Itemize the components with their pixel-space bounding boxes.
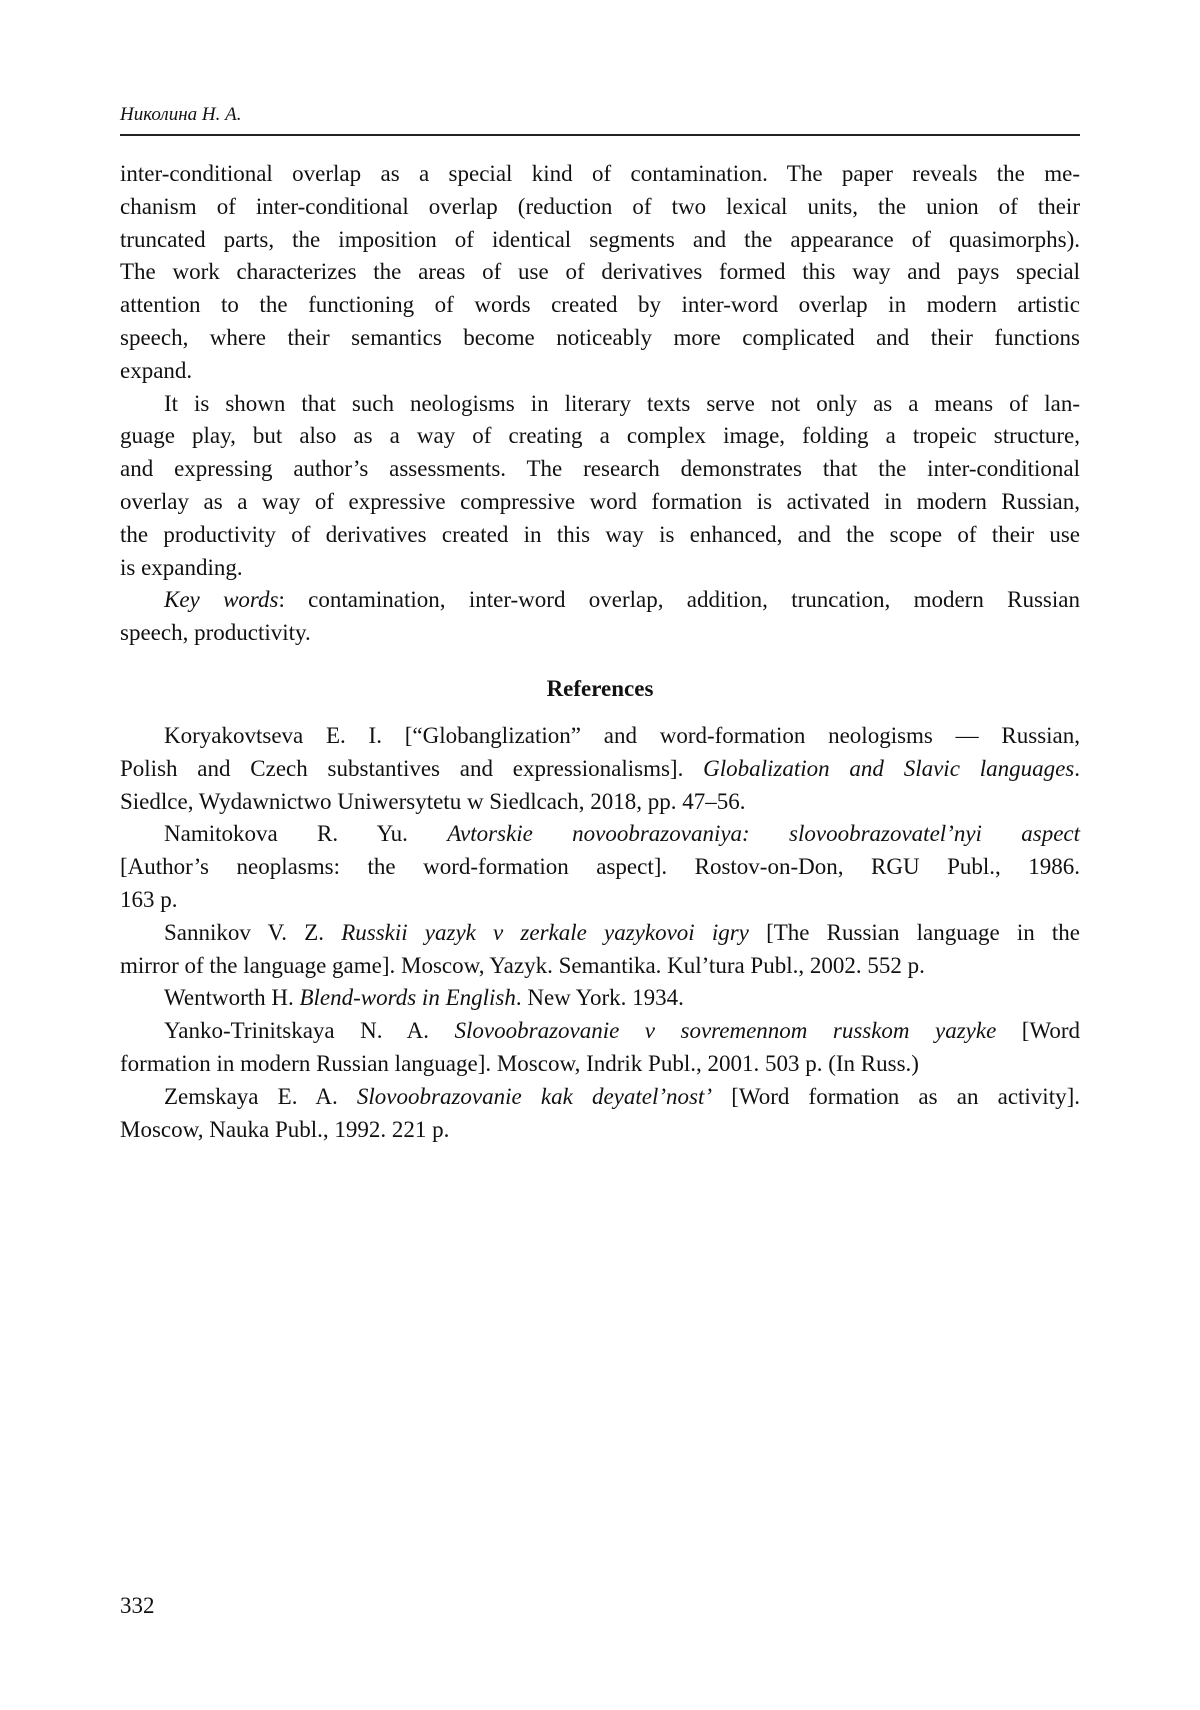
text-segment: speech, productivity. [120,620,311,646]
text-segment: guage play, but also as a way of creating a complex image, folding a tropeic structure, [120,423,1080,449]
text-segment: Moscow, Nauka Publ., 1992. 221 p. [120,1116,450,1142]
italic-text: Avtorskie novoobrazovaniya: slovoobrazovatel’nyi aspect [447,821,1081,847]
text-segment: expand. [120,357,193,383]
abstract-line [120,552,1080,585]
reference-line [120,818,1080,851]
reference-line [120,950,1080,983]
abstract-line [120,617,1080,650]
italic-text: Slovoobrazovanie kak deyatel’nost’ [356,1083,713,1109]
text-segment: Zemskaya E. A. [164,1083,357,1109]
reference-line [120,1015,1080,1048]
text-segment: chanism of inter-conditional overlap (reduction of two lexical units, the union of their [120,193,1080,219]
running-header: Николина Н. А. [120,104,242,125]
abstract-line [120,289,1080,322]
text-segment: [Word [996,1018,1080,1044]
abstract-line [120,420,1080,453]
text-segment: Koryakovtseva E. I. [“Globanglization” and word-formation neologisms — Russian, [164,723,1080,748]
reference-line [120,917,1080,950]
text-segment: overlay as a way of expressive compressive word formation is activated in modern Russian, [120,488,1080,514]
text-segment: truncated parts, the imposition of identical segments and the appearance of quasimorphs). [120,226,1080,252]
text-segment: Sannikov V. Z. [164,919,342,945]
reference-line [120,851,1080,884]
italic-text: Blend-words in English [299,985,516,1011]
abstract-line [120,224,1080,257]
abstract-line [120,355,1080,388]
text-segment: . New York. 1934. [515,985,684,1011]
text-segment: The work characterizes the areas of use of derivatives formed this way and pays special [120,259,1080,285]
reference-line [120,1048,1080,1081]
reference-line [120,1114,1080,1147]
text-segment: the productivity of derivatives created in this way is enhanced, and the scope of their use [120,521,1080,547]
abstract-line [120,191,1080,224]
text-segment: attention to the functioning of words created by inter-word overlap in modern artistic [120,292,1080,318]
text-segment: It is shown that such neologisms in literary texts serve not only as a means of lan- [164,390,1080,416]
abstract-line [120,486,1080,519]
text-segment: mirror of the language game]. Moscow, Yazyk. Semantika. Kul’tura Publ., 2002. 552 p. [120,952,925,978]
reference-line [120,720,1080,753]
page-number: 332 [120,1593,155,1618]
text-segment: [Author’s neoplasms: the word-formation aspect]. Rostov-on-Don, RGU Publ., 1986. [120,854,1080,880]
abstract-line [120,158,1080,191]
abstract-line [120,453,1080,486]
text-segment: speech, where their semantics become noticeably more complicated and their functions [120,324,1080,350]
abstract-line [120,256,1080,289]
italic-text: Slovoobrazovanie v sovremennom russkom yazyke [454,1018,997,1044]
reference-line [120,884,1080,917]
text-segment: : contamination, inter-word overlap, addition, truncation, modern Russian [278,587,1080,613]
abstract-text [120,158,1080,650]
text-segment: Namitokova R. Yu. [164,821,448,847]
text-segment: . [1074,755,1080,781]
reference-line [120,786,1080,819]
text-segment: Polish and Czech substantives and expressionalisms]. [120,755,704,781]
text-segment: Siedlce, Wydawnictwo Uniwersytetu w Siedlcach, 2018, pp. 47–56. [120,788,746,814]
abstract-line [120,584,1080,617]
header-rule [120,134,1080,136]
text-segment: inter-conditional overlap as a special kind of contamination. The paper reveals the me- [120,161,1080,186]
italic-text: Russkii yazyk v zerkale yazykovoi igry [341,919,749,945]
italic-text: Key words [164,587,279,613]
reference-line [120,1081,1080,1114]
text-segment: [The Russian language in the [748,919,1081,945]
text-segment: is expanding. [120,554,243,580]
reference-line [120,753,1080,786]
abstract-line [120,519,1080,552]
references-heading: References [546,676,654,701]
text-segment: [Word formation as an activity]. [712,1083,1080,1109]
references-list [120,720,1080,1146]
reference-line [120,982,1080,1015]
italic-text: Globalization and Slavic languages [703,755,1075,781]
text-segment: Yanko-Trinitskaya N. A. [164,1018,455,1044]
abstract-line [120,322,1080,355]
text-segment: and expressing author’s assessments. The research demonstrates that the inter-conditional [120,456,1080,482]
abstract-line [120,388,1080,421]
text-segment: formation in modern Russian language]. Moscow, Indrik Publ., 2001. 503 p. (In Russ.) [120,1050,919,1076]
text-segment: Wentworth H. [164,985,300,1011]
text-segment: 163 p. [120,886,178,912]
